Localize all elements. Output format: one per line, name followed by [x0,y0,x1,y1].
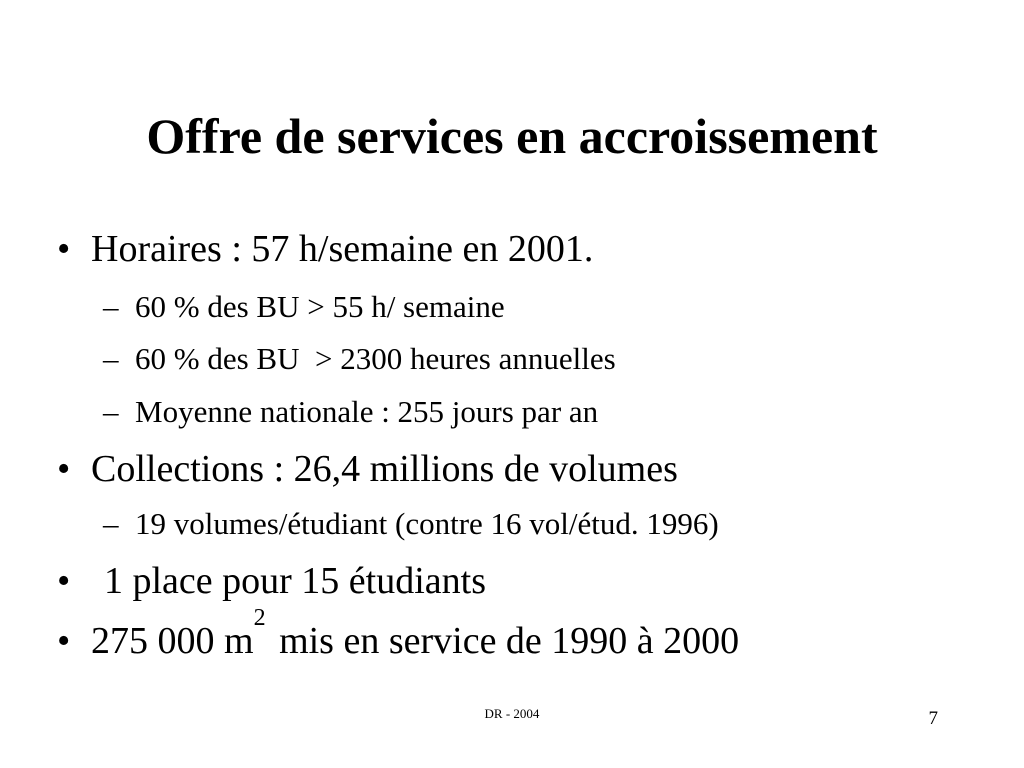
sub-item-text: 60 % des BU > 2300 heures annuelles [135,341,616,376]
sub-item [0,288,1024,326]
bullet-text: Collections : 26,4 millions de volumes [91,448,678,490]
bullet-item [0,446,1024,492]
bullet-item [0,558,1024,604]
sub-item-text: 60 % des BU > 55 h/ semaine [135,289,505,324]
slide-footer: DR - 2004 [484,706,540,721]
sub-item [0,340,1024,378]
bullet-text: Horaires : 57 h/semaine en 2001. [91,228,594,270]
bullet-text: 1 place pour 15 étudiants [104,560,487,602]
page-number: 7 [928,708,938,729]
bullet-icon: • [57,448,71,490]
sub-item [0,505,1024,543]
superscript-exponent: 2 [253,605,266,632]
sub-item-text: Moyenne nationale : 255 jours par an [135,394,599,429]
sub-item-text: 19 volumes/étudiant (contre 16 vol/étud. 1996) [135,506,719,541]
sub-item [0,393,1024,431]
bullet-item [0,226,1024,272]
dash-icon: – [103,394,119,429]
bullet-icon: • [57,228,71,270]
bullet-icon: • [57,620,71,662]
bullet-icon: • [57,560,71,602]
bullet-text-main: 275 000 m [91,620,254,662]
bullet-text-rest: mis en service de 1990 à 2000 [269,620,740,662]
dash-icon: – [103,506,119,541]
bullet-text [91,605,740,664]
slide-title: Offre de services en accroissement [146,108,878,164]
bullet-item [0,605,1024,664]
dash-icon: – [103,341,119,376]
dash-icon: – [103,289,119,324]
